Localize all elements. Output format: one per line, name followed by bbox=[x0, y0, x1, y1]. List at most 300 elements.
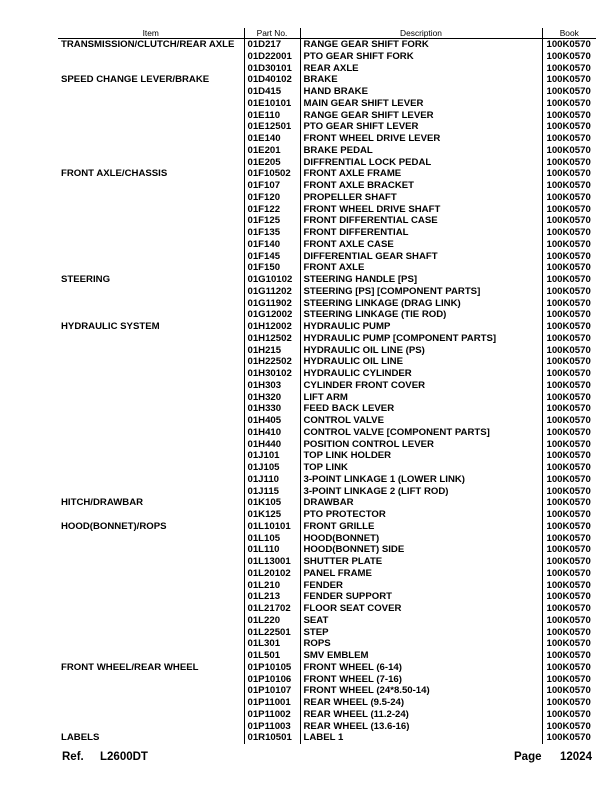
table-row bbox=[58, 650, 596, 662]
book-cell: 100K0570 bbox=[542, 86, 596, 98]
table-row bbox=[58, 133, 596, 145]
book-cell: 100K0570 bbox=[542, 133, 596, 145]
book-cell: 100K0570 bbox=[542, 168, 596, 180]
item-cell: HYDRAULIC SYSTEM bbox=[61, 321, 160, 332]
table-row bbox=[58, 685, 596, 697]
item-cell bbox=[58, 638, 244, 650]
description-cell: FEED BACK LEVER bbox=[300, 403, 542, 415]
page-label: Page bbox=[514, 751, 542, 763]
book-cell: 100K0570 bbox=[542, 450, 596, 462]
description-cell: REAR WHEEL (11.2-24) bbox=[300, 709, 542, 721]
book-cell: 100K0570 bbox=[542, 533, 596, 545]
book-cell: 100K0570 bbox=[542, 721, 596, 733]
part-number-cell: 01L13001 bbox=[244, 556, 300, 568]
item-cell bbox=[58, 462, 244, 474]
description-cell: HAND BRAKE bbox=[300, 86, 542, 98]
description-cell: HOOD(BONNET) bbox=[300, 533, 542, 545]
book-cell: 100K0570 bbox=[542, 685, 596, 697]
description-cell: MAIN GEAR SHIFT LEVER bbox=[300, 98, 542, 110]
item-cell bbox=[58, 685, 244, 697]
item-cell: HITCH/DRAWBAR bbox=[61, 497, 144, 509]
part-number-cell: 01K105 bbox=[244, 497, 300, 509]
description-cell: DIFFERENTIAL GEAR SHAFT bbox=[300, 251, 542, 263]
part-number-cell: 01L21702 bbox=[244, 603, 300, 615]
column-header-item: Item bbox=[58, 28, 244, 39]
item-cell bbox=[58, 721, 244, 733]
part-number-cell: 01D40102 bbox=[244, 74, 300, 86]
book-cell: 100K0570 bbox=[542, 615, 596, 627]
part-number-cell: 01H303 bbox=[244, 380, 300, 392]
part-number-cell: 01L20102 bbox=[244, 568, 300, 580]
description-cell: TOP LINK HOLDER bbox=[300, 450, 542, 462]
description-cell: DIFFRENTIAL LOCK PEDAL bbox=[300, 157, 542, 169]
item-cell: LABELS bbox=[61, 732, 100, 744]
part-number-cell: 01H30102 bbox=[244, 368, 300, 380]
book-cell: 100K0570 bbox=[542, 415, 596, 427]
description-cell: STEP bbox=[300, 627, 542, 639]
part-number-cell: 01E140 bbox=[244, 133, 300, 145]
table-row bbox=[58, 157, 596, 169]
description-cell: HYDRAULIC PUMP [COMPONENT PARTS] bbox=[300, 333, 542, 345]
book-cell: 100K0570 bbox=[542, 39, 596, 51]
item-cell bbox=[58, 603, 244, 615]
item-cell bbox=[58, 215, 244, 227]
book-cell: 100K0570 bbox=[542, 474, 596, 486]
part-number-cell: 01D415 bbox=[244, 86, 300, 98]
book-cell: 100K0570 bbox=[542, 638, 596, 650]
description-cell: FLOOR SEAT COVER bbox=[300, 603, 542, 615]
item-cell bbox=[58, 180, 244, 192]
table-row bbox=[58, 427, 596, 439]
item-cell bbox=[58, 227, 244, 239]
item-cell: STEERING bbox=[61, 274, 111, 285]
part-number-cell: 01F140 bbox=[244, 239, 300, 251]
item-cell bbox=[58, 51, 244, 63]
item-cell bbox=[58, 286, 244, 298]
table-row bbox=[58, 603, 596, 615]
book-cell: 100K0570 bbox=[542, 568, 596, 580]
item-cell bbox=[58, 403, 244, 415]
item-cell bbox=[58, 556, 244, 568]
book-cell: 100K0570 bbox=[542, 333, 596, 345]
part-number-cell: 01F107 bbox=[244, 180, 300, 192]
table-row bbox=[58, 568, 596, 580]
table-row bbox=[58, 497, 596, 509]
table-row bbox=[58, 627, 596, 639]
item-cell bbox=[58, 192, 244, 204]
item-cell: TRANSMISSION/CLUTCH/REAR AXLE bbox=[61, 39, 235, 50]
parts-table-body bbox=[58, 39, 596, 745]
table-row bbox=[58, 662, 596, 674]
book-cell: 100K0570 bbox=[542, 145, 596, 157]
description-cell: FRONT DIFFERENTIAL CASE bbox=[300, 215, 542, 227]
book-cell: 100K0570 bbox=[542, 650, 596, 662]
part-number-cell: 01R10501 bbox=[244, 732, 300, 744]
book-cell: 100K0570 bbox=[542, 251, 596, 263]
table-row bbox=[58, 415, 596, 427]
part-number-cell: 01F120 bbox=[244, 192, 300, 204]
table-row bbox=[58, 638, 596, 650]
column-header-book: Book bbox=[542, 28, 596, 39]
part-number-cell: 01E201 bbox=[244, 145, 300, 157]
book-cell: 100K0570 bbox=[542, 215, 596, 227]
table-row bbox=[58, 192, 596, 204]
book-cell: 100K0570 bbox=[542, 110, 596, 122]
item-cell bbox=[58, 333, 244, 345]
part-number-cell: 01J110 bbox=[244, 474, 300, 486]
part-number-cell: 01L501 bbox=[244, 650, 300, 662]
table-row bbox=[58, 145, 596, 157]
part-number-cell: 01L220 bbox=[244, 615, 300, 627]
item-cell: SPEED CHANGE LEVER/BRAKE bbox=[61, 74, 210, 86]
description-cell: PANEL FRAME bbox=[300, 568, 542, 580]
part-number-cell: 01P10105 bbox=[244, 662, 300, 674]
part-number-cell: 01P11003 bbox=[244, 721, 300, 733]
item-cell bbox=[58, 674, 244, 686]
description-cell: FRONT DIFFERENTIAL bbox=[300, 227, 542, 239]
table-row bbox=[58, 368, 596, 380]
description-cell: STEERING LINKAGE (DRAG LINK) bbox=[300, 298, 542, 310]
item-cell bbox=[58, 133, 244, 145]
description-cell: FRONT WHEEL (24*8.50-14) bbox=[300, 685, 542, 697]
item-cell bbox=[58, 591, 244, 603]
item-cell bbox=[58, 474, 244, 486]
description-cell: PTO GEAR SHIFT LEVER bbox=[300, 121, 542, 133]
description-cell: REAR WHEEL (13.6-16) bbox=[300, 721, 542, 733]
part-number-cell: 01E110 bbox=[244, 110, 300, 122]
description-cell: HYDRAULIC OIL LINE (PS) bbox=[300, 345, 542, 357]
part-number-cell: 01E10101 bbox=[244, 98, 300, 110]
part-number-cell: 01G10102 bbox=[244, 274, 300, 286]
table-row bbox=[58, 180, 596, 192]
book-cell: 100K0570 bbox=[542, 192, 596, 204]
table-row bbox=[58, 74, 596, 86]
item-cell: FRONT WHEEL/REAR WHEEL bbox=[61, 661, 199, 673]
table-row bbox=[58, 521, 596, 533]
table-row bbox=[58, 98, 596, 110]
item-cell bbox=[58, 544, 244, 556]
table-row bbox=[58, 509, 596, 521]
description-cell: CYLINDER FRONT COVER bbox=[300, 380, 542, 392]
description-cell: HYDRAULIC PUMP bbox=[300, 321, 542, 333]
description-cell: LIFT ARM bbox=[300, 392, 542, 404]
description-cell: FRONT AXLE CASE bbox=[300, 239, 542, 251]
table-row bbox=[58, 380, 596, 392]
description-cell: STEERING [PS] [COMPONENT PARTS] bbox=[300, 286, 542, 298]
description-cell: HOOD(BONNET) SIDE bbox=[300, 544, 542, 556]
description-cell: PTO PROTECTOR bbox=[300, 509, 542, 521]
item-cell bbox=[58, 86, 244, 98]
description-cell: SEAT bbox=[300, 615, 542, 627]
item-cell bbox=[58, 486, 244, 498]
table-row bbox=[58, 309, 596, 321]
parts-table bbox=[58, 28, 596, 744]
book-cell: 100K0570 bbox=[542, 509, 596, 521]
book-cell: 100K0570 bbox=[542, 732, 596, 744]
description-cell: TOP LINK bbox=[300, 462, 542, 474]
part-number-cell: 01F122 bbox=[244, 204, 300, 216]
table-row bbox=[58, 345, 596, 357]
book-cell: 100K0570 bbox=[542, 486, 596, 498]
table-row bbox=[58, 86, 596, 98]
part-number-cell: 01L105 bbox=[244, 533, 300, 545]
description-cell: SMV EMBLEM bbox=[300, 650, 542, 662]
book-cell: 100K0570 bbox=[542, 627, 596, 639]
description-cell: ROPS bbox=[300, 638, 542, 650]
description-cell: SHUTTER PLATE bbox=[300, 556, 542, 568]
column-header-description: Description bbox=[300, 28, 542, 39]
item-cell bbox=[58, 627, 244, 639]
book-cell: 100K0570 bbox=[542, 321, 596, 333]
description-cell: PROPELLER SHAFT bbox=[300, 192, 542, 204]
book-cell: 100K0570 bbox=[542, 345, 596, 357]
description-cell: DRAWBAR bbox=[300, 497, 542, 509]
book-cell: 100K0570 bbox=[542, 204, 596, 216]
table-row bbox=[58, 450, 596, 462]
item-cell bbox=[58, 439, 244, 451]
description-cell: HYDRAULIC CYLINDER bbox=[300, 368, 542, 380]
ref-label: Ref. bbox=[62, 751, 84, 763]
item-cell bbox=[58, 509, 244, 521]
description-cell: FRONT WHEEL (7-16) bbox=[300, 674, 542, 686]
part-number-cell: 01F125 bbox=[244, 215, 300, 227]
part-number-cell: 01L110 bbox=[244, 544, 300, 556]
description-cell: LABEL 1 bbox=[300, 732, 542, 744]
table-row bbox=[58, 39, 596, 51]
book-cell: 100K0570 bbox=[542, 697, 596, 709]
book-cell: 100K0570 bbox=[542, 674, 596, 686]
item-cell bbox=[58, 63, 244, 75]
description-cell: FRONT WHEEL DRIVE SHAFT bbox=[300, 204, 542, 216]
book-cell: 100K0570 bbox=[542, 157, 596, 169]
description-cell: REAR AXLE bbox=[300, 63, 542, 75]
item-cell bbox=[58, 615, 244, 627]
book-cell: 100K0570 bbox=[542, 462, 596, 474]
part-number-cell: 01J105 bbox=[244, 462, 300, 474]
part-number-cell: 01H12002 bbox=[244, 321, 300, 333]
part-number-cell: 01P10107 bbox=[244, 685, 300, 697]
table-row bbox=[58, 227, 596, 239]
description-cell: RANGE GEAR SHIFT FORK bbox=[300, 39, 542, 51]
table-header-row bbox=[58, 28, 596, 39]
description-cell: FRONT AXLE FRAME bbox=[300, 168, 542, 180]
description-cell: FENDER SUPPORT bbox=[300, 591, 542, 603]
description-cell: FRONT WHEEL (6-14) bbox=[300, 662, 542, 674]
item-cell: HOOD(BONNET)/ROPS bbox=[61, 520, 167, 532]
part-number-cell: 01E205 bbox=[244, 157, 300, 169]
table-row bbox=[58, 356, 596, 368]
part-number-cell: 01L10101 bbox=[244, 521, 300, 533]
part-number-cell: 01H330 bbox=[244, 403, 300, 415]
page-footer bbox=[62, 750, 592, 764]
table-row bbox=[58, 403, 596, 415]
book-cell: 100K0570 bbox=[542, 51, 596, 63]
table-row bbox=[58, 262, 596, 274]
part-number-cell: 01H320 bbox=[244, 392, 300, 404]
table-row bbox=[58, 204, 596, 216]
description-cell: 3-POINT LINKAGE 2 (LIFT ROD) bbox=[300, 486, 542, 498]
table-row bbox=[58, 121, 596, 133]
item-cell bbox=[58, 110, 244, 122]
book-cell: 100K0570 bbox=[542, 380, 596, 392]
part-number-cell: 01H22502 bbox=[244, 356, 300, 368]
book-cell: 100K0570 bbox=[542, 63, 596, 75]
description-cell: CONTROL VALVE [COMPONENT PARTS] bbox=[300, 427, 542, 439]
description-cell: 3-POINT LINKAGE 1 (LOWER LINK) bbox=[300, 474, 542, 486]
table-row bbox=[58, 63, 596, 75]
part-number-cell: 01P11001 bbox=[244, 697, 300, 709]
book-cell: 100K0570 bbox=[542, 356, 596, 368]
item-cell bbox=[58, 392, 244, 404]
item-cell bbox=[58, 298, 244, 310]
book-cell: 100K0570 bbox=[542, 262, 596, 274]
table-row bbox=[58, 533, 596, 545]
description-cell: FRONT AXLE bbox=[300, 262, 542, 274]
book-cell: 100K0570 bbox=[542, 74, 596, 86]
book-cell: 100K0570 bbox=[542, 544, 596, 556]
part-number-cell: 01F145 bbox=[244, 251, 300, 263]
part-number-cell: 01P11002 bbox=[244, 709, 300, 721]
item-cell bbox=[58, 709, 244, 721]
table-row bbox=[58, 721, 596, 733]
part-number-cell: 01D22001 bbox=[244, 51, 300, 63]
book-cell: 100K0570 bbox=[542, 227, 596, 239]
item-cell bbox=[58, 251, 244, 263]
book-cell: 100K0570 bbox=[542, 521, 596, 533]
description-cell: BRAKE bbox=[300, 74, 542, 86]
table-row bbox=[58, 274, 596, 286]
book-cell: 100K0570 bbox=[542, 403, 596, 415]
table-row bbox=[58, 168, 596, 180]
item-cell bbox=[58, 650, 244, 662]
description-cell: POSITION CONTROL LEVER bbox=[300, 439, 542, 451]
table-row bbox=[58, 439, 596, 451]
page-number: 12024 bbox=[560, 751, 592, 763]
description-cell: FRONT GRILLE bbox=[300, 521, 542, 533]
book-cell: 100K0570 bbox=[542, 98, 596, 110]
book-cell: 100K0570 bbox=[542, 286, 596, 298]
book-cell: 100K0570 bbox=[542, 439, 596, 451]
book-cell: 100K0570 bbox=[542, 580, 596, 592]
book-cell: 100K0570 bbox=[542, 274, 596, 286]
description-cell: REAR WHEEL (9.5-24) bbox=[300, 697, 542, 709]
description-cell: BRAKE PEDAL bbox=[300, 145, 542, 157]
table-row bbox=[58, 709, 596, 721]
table-row bbox=[58, 591, 596, 603]
part-number-cell: 01D30101 bbox=[244, 63, 300, 75]
part-number-cell: 01G11902 bbox=[244, 298, 300, 310]
description-cell: FRONT WHEEL DRIVE LEVER bbox=[300, 133, 542, 145]
book-cell: 100K0570 bbox=[542, 591, 596, 603]
table-row bbox=[58, 486, 596, 498]
part-number-cell: 01H410 bbox=[244, 427, 300, 439]
item-cell bbox=[58, 580, 244, 592]
part-number-cell: 01P10106 bbox=[244, 674, 300, 686]
table-row bbox=[58, 333, 596, 345]
book-cell: 100K0570 bbox=[542, 309, 596, 321]
book-cell: 100K0570 bbox=[542, 497, 596, 509]
item-cell bbox=[58, 262, 244, 274]
part-number-cell: 01G12002 bbox=[244, 309, 300, 321]
part-number-cell: 01J101 bbox=[244, 450, 300, 462]
part-number-cell: 01H440 bbox=[244, 439, 300, 451]
book-cell: 100K0570 bbox=[542, 180, 596, 192]
book-cell: 100K0570 bbox=[542, 121, 596, 133]
table-row bbox=[58, 51, 596, 63]
description-cell: STEERING HANDLE [PS] bbox=[300, 274, 542, 286]
table-row bbox=[58, 239, 596, 251]
item-cell bbox=[58, 368, 244, 380]
part-number-cell: 01L210 bbox=[244, 580, 300, 592]
item-cell bbox=[58, 415, 244, 427]
table-row bbox=[58, 215, 596, 227]
book-cell: 100K0570 bbox=[542, 427, 596, 439]
description-cell: CONTROL VALVE bbox=[300, 415, 542, 427]
part-number-cell: 01H405 bbox=[244, 415, 300, 427]
book-cell: 100K0570 bbox=[542, 709, 596, 721]
table-row bbox=[58, 286, 596, 298]
item-cell bbox=[58, 157, 244, 169]
table-row bbox=[58, 474, 596, 486]
part-number-cell: 01H215 bbox=[244, 345, 300, 357]
table-row bbox=[58, 321, 596, 333]
table-row bbox=[58, 615, 596, 627]
item-cell: FRONT AXLE/CHASSIS bbox=[61, 168, 168, 180]
model-number: L2600DT bbox=[100, 751, 148, 763]
item-cell bbox=[58, 568, 244, 580]
table-row bbox=[58, 392, 596, 404]
table-row bbox=[58, 732, 596, 744]
description-cell: FENDER bbox=[300, 580, 542, 592]
table-row bbox=[58, 544, 596, 556]
table-row bbox=[58, 110, 596, 122]
column-header-part-no: Part No. bbox=[244, 28, 300, 39]
table-row bbox=[58, 462, 596, 474]
item-cell bbox=[58, 380, 244, 392]
item-cell bbox=[58, 239, 244, 251]
description-cell: FRONT AXLE BRACKET bbox=[300, 180, 542, 192]
item-cell bbox=[58, 533, 244, 545]
part-number-cell: 01H12502 bbox=[244, 333, 300, 345]
item-cell bbox=[58, 697, 244, 709]
item-cell bbox=[58, 204, 244, 216]
item-cell bbox=[58, 309, 244, 321]
description-cell: STEERING LINKAGE (TIE ROD) bbox=[300, 309, 542, 321]
table-row bbox=[58, 556, 596, 568]
table-row bbox=[58, 251, 596, 263]
book-cell: 100K0570 bbox=[542, 239, 596, 251]
book-cell: 100K0570 bbox=[542, 603, 596, 615]
part-number-cell: 01F10502 bbox=[244, 168, 300, 180]
table-row bbox=[58, 580, 596, 592]
item-cell bbox=[58, 450, 244, 462]
item-cell bbox=[58, 427, 244, 439]
book-cell: 100K0570 bbox=[542, 556, 596, 568]
part-number-cell: 01E12501 bbox=[244, 121, 300, 133]
item-cell bbox=[58, 356, 244, 368]
table-row bbox=[58, 697, 596, 709]
item-cell bbox=[58, 345, 244, 357]
part-number-cell: 01L301 bbox=[244, 638, 300, 650]
part-number-cell: 01K125 bbox=[244, 509, 300, 521]
item-cell bbox=[58, 98, 244, 110]
item-cell bbox=[58, 145, 244, 157]
book-cell: 100K0570 bbox=[542, 662, 596, 674]
part-number-cell: 01F150 bbox=[244, 262, 300, 274]
part-number-cell: 01D217 bbox=[244, 39, 300, 51]
part-number-cell: 01G11202 bbox=[244, 286, 300, 298]
part-number-cell: 01L213 bbox=[244, 591, 300, 603]
